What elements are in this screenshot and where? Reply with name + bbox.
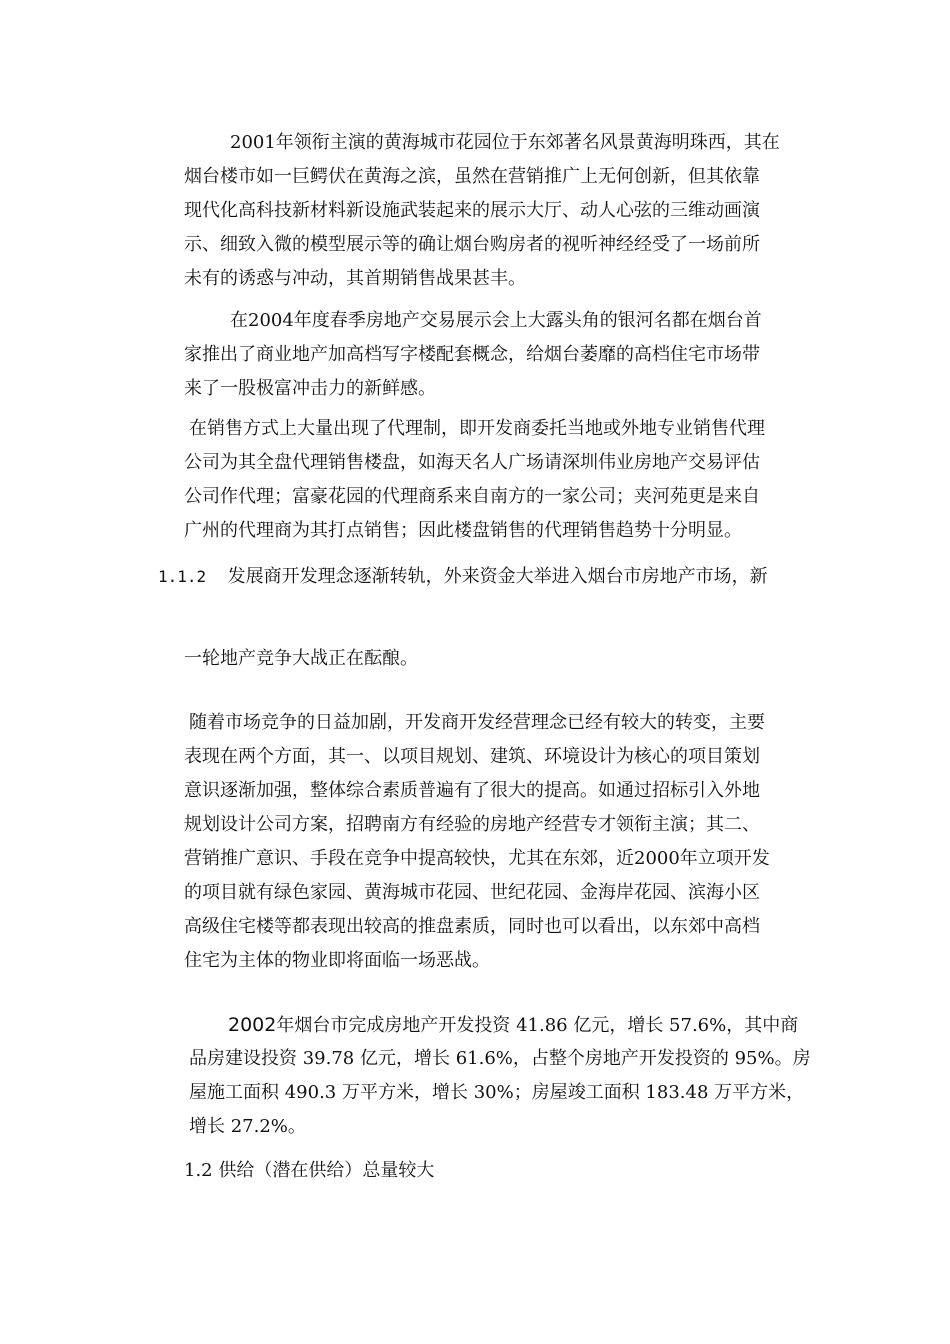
- section-number: 1.1.2: [158, 567, 207, 586]
- para5-line4: 增长 27.2%。: [189, 1116, 306, 1137]
- para1-line3: 现代化高科技新材料新设施武装起来的展示大厅、动人心弦的三维动画演: [184, 200, 760, 221]
- para2-line1: 在2004年度春季房地产交易展示会上大露头角的银河名都在烟台首: [230, 310, 762, 331]
- para3-line3: 公司作代理；富豪花园的代理商系来自南方的一家公司；夹河苑更是来自: [184, 486, 760, 507]
- para4-line6: 的项目就有绿色家园、黄海城市花园、世纪花园、金海岸花园、滨海小区: [184, 882, 760, 903]
- section-heading-1-1-2: [158, 564, 768, 590]
- section-heading-text-line2: 一轮地产竞争大战正在酝酿。: [184, 648, 418, 669]
- para5-line1-rest: 年烟台市完成房地产开发投资 41.86 亿元，增长 57.6%，其中商: [276, 1015, 799, 1036]
- para4-line2: 表现在两个方面，其一、以项目规划、建筑、环境设计为核心的项目策划: [184, 746, 760, 767]
- para4-line4: 规划设计公司方案，招聘南方有经验的房地产经营专才领衔主演；其二、: [184, 814, 760, 835]
- para4-line3: 意识逐渐加强，整体综合素质普遍有了很大的提高。如通过招标引入外地: [184, 780, 760, 801]
- para3-line2: 公司为其全盘代理销售楼盘，如海天名人广场请深圳伟业房地产交易评估: [184, 452, 760, 473]
- para1-line2: 烟台楼市如一巨鳄伏在黄海之滨，虽然在营销推广上无何创新，但其依靠: [184, 166, 760, 187]
- section-heading-1-2: 1.2 供给（潜在供给）总量较大: [184, 1160, 435, 1181]
- para2-line3: 来了一股极富冲击力的新鲜感。: [184, 378, 436, 399]
- para1-line4: 示、细致入微的模型展示等的确让烟台购房者的视听神经经受了一场前所: [184, 234, 760, 255]
- para5-line1: [228, 1012, 798, 1039]
- section-heading-text-line1: 发展商开发理念逐渐转轨，外来资金大举进入烟台市房地产市场，新: [227, 566, 768, 587]
- para5-line2: 品房建设投资 39.78 亿元，增长 61.6%，占整个房地产开发投资的 95%。房: [189, 1048, 811, 1069]
- para1-line1: 2001年领衔主演的黄海城市花园位于东郊著名风景黄海明珠西，其在: [230, 132, 780, 153]
- para4-line7: 高级住宅楼等都表现出较高的推盘素质，同时也可以看出，以东郊中高档: [184, 916, 760, 937]
- para5-lead-year: 2002: [228, 1014, 277, 1036]
- para2-line2: 家推出了商业地产加高档写字楼配套概念，给烟台萎靡的高档住宅市场带: [184, 344, 760, 365]
- para5-line3: 屋施工面积 490.3 万平方米，增长 30%；房屋竣工面积 183.48 万平方米，: [189, 1082, 805, 1103]
- para3-line1: 在销售方式上大量出现了代理制，即开发商委托当地或外地专业销售代理: [189, 418, 765, 439]
- para1-line5: 未有的诱惑与冲动，其首期销售战果甚丰。: [184, 268, 526, 289]
- para4-line5: 营销推广意识、手段在竞争中提高较快，尤其在东郊，近2000年立项开发: [184, 848, 770, 869]
- para3-line4: 广州的代理商为其打点销售；因此楼盘销售的代理销售趋势十分明显。: [184, 520, 742, 541]
- para4-line8: 住宅为主体的物业即将面临一场恶战。: [184, 950, 490, 971]
- para4-line1: 随着市场竞争的日益加剧，开发商开发经营理念已经有较大的转变，主要: [189, 712, 765, 733]
